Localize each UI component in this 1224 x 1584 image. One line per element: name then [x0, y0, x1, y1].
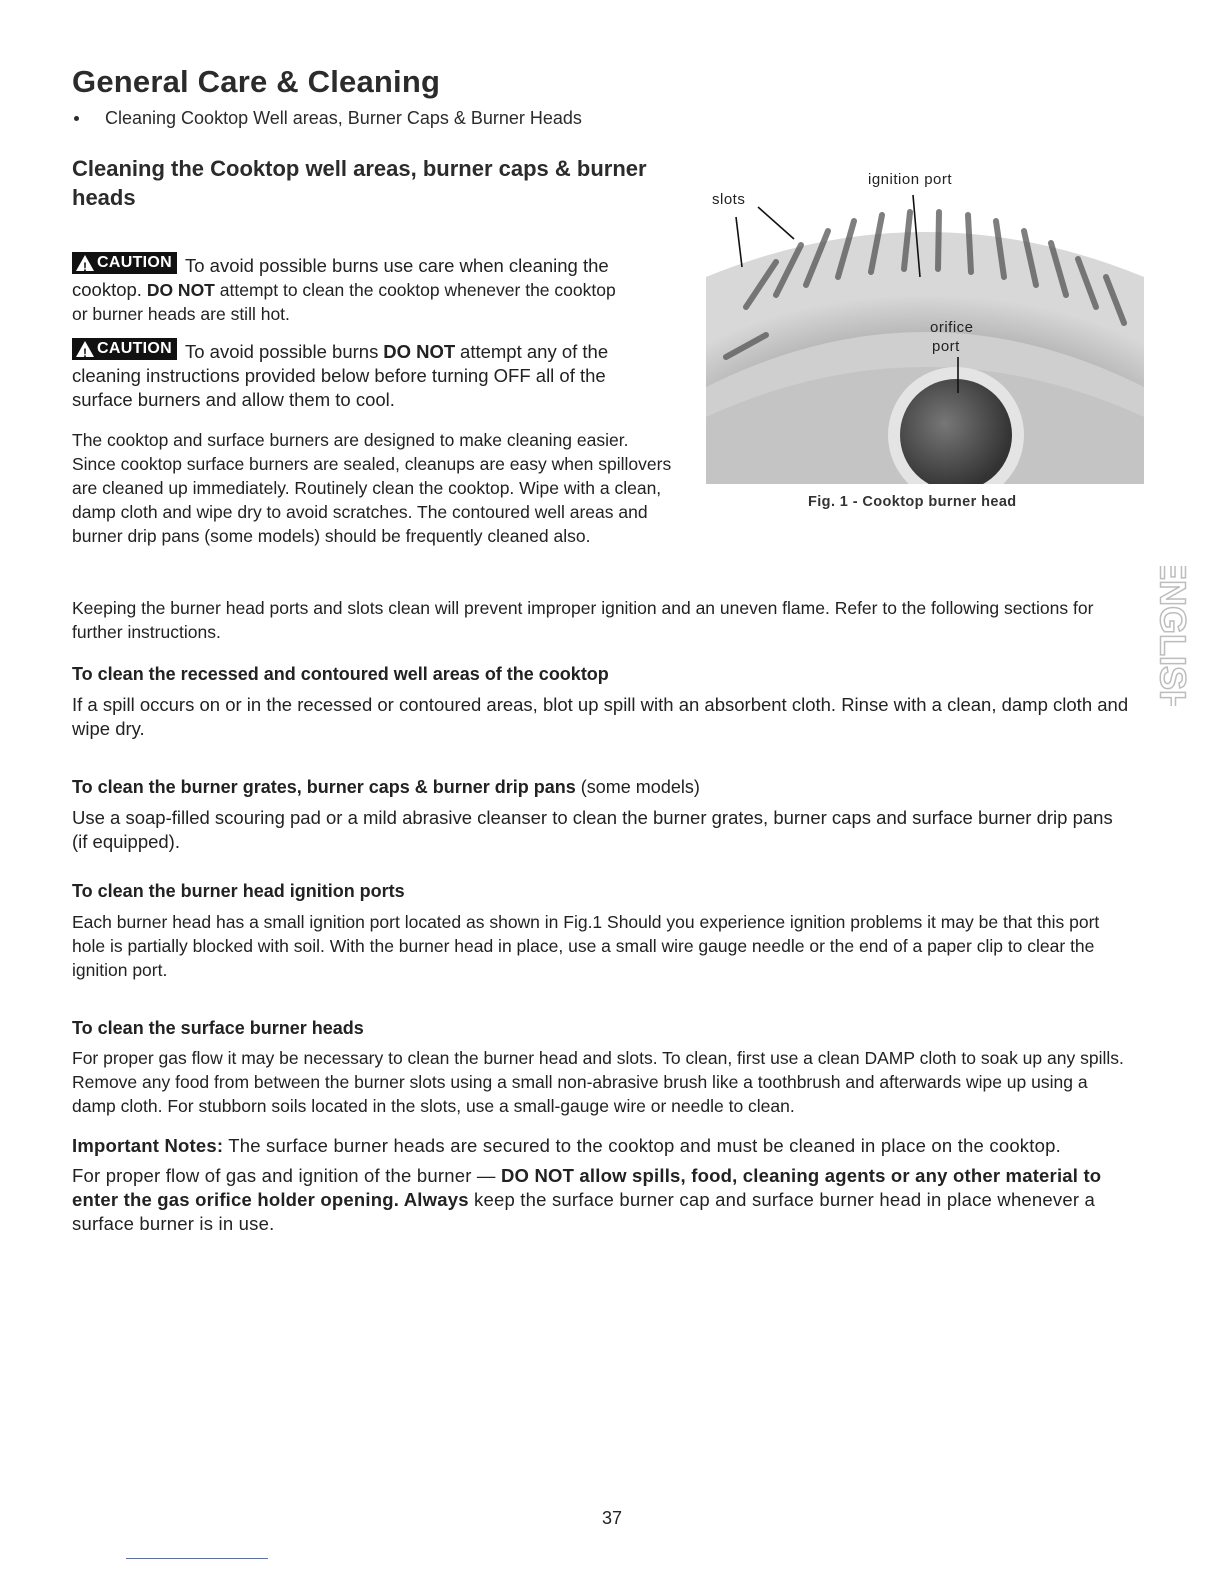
important-notes: Important Notes: The surface burner heads are secured to the cooktop and must be cleaned in place on the cooktop. [72, 1135, 1061, 1156]
topic-bullet [72, 108, 582, 129]
section-body-surface: For proper gas flow it may be necessary to clean the burner head and slots. To clean, first use a clean DAMP cloth to soak up any spills. Remove any food from between the burner slots using a small non-abrasive brush like a toothbrush and afterwards wipe up using a damp cloth. For stubborn soils located in the slots, use a small-gauge wire or needle to clean. [72, 1048, 1124, 1116]
section-body-ignition: Each burner head has a small ignition port located as shown in Fig.1 Should you experience ignition problems it may be that this port hole is partially blocked with soil. With the burner head in place, use a small wire gauge needle or the end of a paper clip to clear the ignition port. [72, 912, 1100, 980]
port-label: port [932, 338, 960, 355]
language-tab-graphic [1150, 566, 1190, 706]
section-heading-recessed: To clean the recessed and contoured well areas of the cooktop [72, 664, 609, 684]
caution-paragraph-2: ! CAUTION To avoid possible burns DO NOT attempt any of the cleaning instructions provided below before turning OFF all of the surface burners and allow them to cool. [72, 338, 637, 412]
side-tab-label: ENGLISH [1152, 566, 1190, 706]
final-note: For proper flow of gas and ignition of the burner — DO NOT allow spills, food, cleaning agents or any other material to enter the gas orifice holder opening. Always keep the surface burner cap and surface burner head in place whenever a surface burner is in use. [72, 1165, 1102, 1234]
burner-head-figure [706, 157, 1144, 484]
section-body-recessed: If a spill occurs on or in the recessed or contoured areas, blot up spill with an absorbent cloth. Rinse with a clean, damp cloth and wipe dry. [72, 694, 1129, 739]
bullet-dot [74, 116, 79, 121]
slots-label: slots [712, 191, 746, 208]
caution-badge: ! CAUTION [72, 338, 177, 360]
section-heading-surface: To clean the surface burner heads [72, 1018, 364, 1038]
section-heading: Cleaning the Cooktop well areas, burner caps & burner heads [72, 156, 647, 210]
warning-triangle-icon [76, 255, 94, 271]
caution-badge: ! CAUTION [72, 252, 177, 274]
page-title: General Care & Cleaning [72, 64, 441, 99]
section-heading-grates: To clean the burner grates, burner caps & burner drip pans (some models) [72, 777, 700, 797]
topic-bullet-text: Cleaning Cooktop Well areas, Burner Caps & Burner Heads [105, 108, 582, 128]
footer-rule [126, 1558, 268, 1559]
orifice-label: orifice [930, 319, 974, 336]
section-body-grates: Use a soap-filled scouring pad or a mild abrasive cleanser to clean the burner grates, burner caps and surface burner drip pans (if equipped). [72, 807, 1113, 852]
section-heading-ignition: To clean the burner head ignition ports [72, 881, 405, 901]
burner-head-illustration [706, 157, 1144, 484]
page-number: 37 [601, 1508, 623, 1528]
ignition-port-label: ignition port [868, 171, 953, 188]
keeping-paragraph: Keeping the burner head ports and slots clean will prevent improper ignition and an uneven flame. Refer to the following sections for further instructions. [72, 598, 1094, 642]
figure-caption: Fig. 1 - Cooktop burner head [808, 494, 1017, 510]
language-side-tab [1150, 566, 1190, 706]
caution-paragraph-1: ! CAUTION To avoid possible burns use care when cleaning the cooktop. DO NOT attempt to clean the cooktop whenever the cooktop or burner heads are still hot. [72, 252, 632, 326]
warning-triangle-icon [76, 341, 94, 357]
intro-paragraph: The cooktop and surface burners are designed to make cleaning easier. Since cooktop surface burners are sealed, cleanups are easy when spillovers are cleaned up immediately. Routinely clean the cooktop. Wipe with a clean, damp cloth and wipe dry to avoid scratches. The contoured well areas and burner drip pans (some models) should be frequently cleaned also. [72, 430, 672, 546]
